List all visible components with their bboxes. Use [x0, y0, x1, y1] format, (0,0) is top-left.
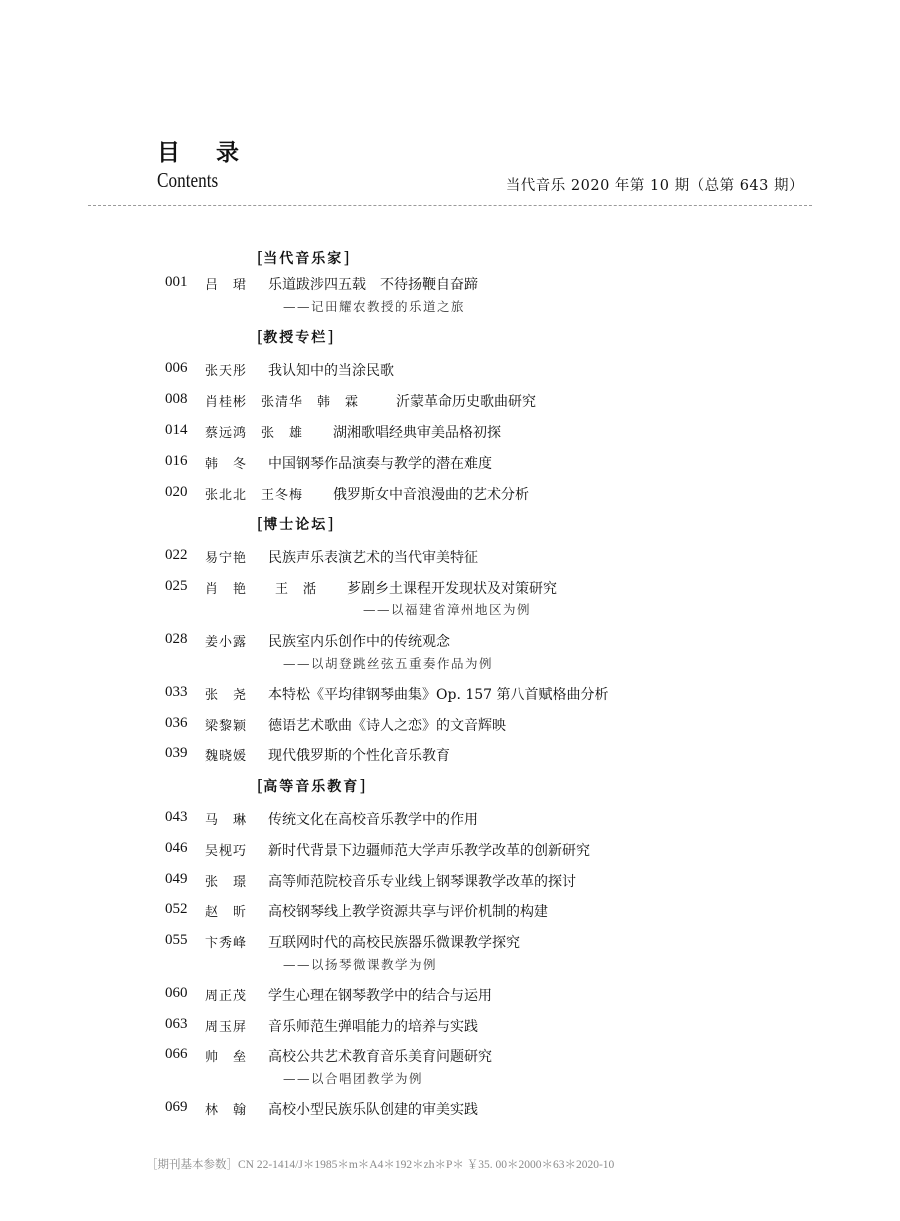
page-number: 063 [165, 1016, 188, 1032]
author: 张天彤 [205, 364, 248, 379]
section-heading: [当代音乐家] [257, 248, 350, 267]
page-number: 049 [165, 871, 188, 887]
journal-parameters: ［期刊基本参数］CN 22-1414/J＊1985＊m＊A4＊192＊zh＊P＊ ￥35. 00＊2000＊63＊2020-10 [146, 1159, 615, 1171]
article-title: 民族室内乐创作中的传统观念 [268, 634, 450, 650]
article-title: 俄罗斯女中音浪漫曲的艺术分析 [333, 487, 529, 503]
page-number: 006 [165, 360, 188, 376]
article-title: 本特松《平均律钢琴曲集》Op. 157 第八首赋格曲分析 [268, 687, 609, 703]
article-subtitle: ——以福建省漳州地区为例 [363, 602, 532, 617]
author: 梁黎颖 [205, 719, 248, 734]
article-title: 音乐师范生弹唱能力的培养与实践 [268, 1019, 478, 1035]
issue-info: 当代音乐 2020 年第 10 期（总第 643 期） [505, 178, 804, 194]
article-title: 芗剧乡土课程开发现状及对策研究 [347, 581, 557, 597]
author: 帅 垒 [205, 1050, 248, 1065]
page-number: 008 [165, 391, 188, 407]
page-subtitle: Contents [157, 168, 219, 192]
page-number: 055 [165, 932, 188, 948]
page-number: 014 [165, 422, 188, 438]
author: 张 尧 [205, 688, 248, 703]
header-divider [88, 205, 812, 206]
section-heading: [高等音乐教育] [257, 776, 366, 795]
article-subtitle: ——以胡登跳丝弦五重奏作品为例 [283, 656, 494, 671]
page-number: 066 [165, 1046, 188, 1062]
author: 张 璟 [205, 875, 248, 890]
author: 易宁艳 [205, 551, 248, 566]
author: 周玉屏 [205, 1020, 248, 1035]
article-title: 现代俄罗斯的个性化音乐教育 [268, 748, 450, 764]
author: 吴枧巧 [205, 844, 248, 859]
page-number: 060 [165, 985, 188, 1001]
article-title: 湖湘歌唱经典审美品格初探 [333, 425, 501, 441]
page-number: 036 [165, 715, 188, 731]
page-title: 目 录 [157, 140, 254, 166]
page-number: 046 [165, 840, 188, 856]
article-title: 德语艺术歌曲《诗人之恋》的文音辉映 [268, 718, 506, 734]
author: 周正茂 [205, 989, 248, 1004]
article-title: 民族声乐表演艺术的当代审美特征 [268, 550, 478, 566]
page-number: 052 [165, 901, 188, 917]
page-number: 025 [165, 578, 188, 594]
author: 林 翰 [205, 1103, 248, 1118]
author: 蔡远鸿 张 雄 [205, 426, 304, 441]
author: 吕 珺 [205, 278, 248, 293]
page-number: 039 [165, 745, 188, 761]
section-heading: [博士论坛] [257, 514, 334, 533]
page-number: 016 [165, 453, 188, 469]
author: 张北北 王冬梅 [205, 488, 304, 503]
article-subtitle: ——以扬琴微课教学为例 [283, 957, 438, 972]
article-title: 传统文化在高校音乐教学中的作用 [268, 812, 478, 828]
article-title: 新时代背景下边疆师范大学声乐教学改革的创新研究 [268, 843, 590, 859]
article-title: 高校钢琴线上教学资源共享与评价机制的构建 [268, 904, 548, 920]
article-subtitle: ——记田耀农教授的乐道之旅 [283, 299, 466, 314]
article-title: 沂蒙革命历史歌曲研究 [396, 394, 536, 410]
page-number: 069 [165, 1099, 188, 1115]
author: 肖 艳 王 湉 [205, 582, 318, 597]
article-title: 互联网时代的高校民族器乐微课教学探究 [268, 935, 520, 951]
author: 韩 冬 [205, 457, 248, 472]
page-number: 033 [165, 684, 188, 700]
page-number: 020 [165, 484, 188, 500]
author: 魏晓媛 [205, 749, 248, 764]
article-title: 学生心理在钢琴教学中的结合与运用 [268, 988, 492, 1004]
article-title: 高校公共艺术教育音乐美育问题研究 [268, 1049, 492, 1065]
page-number: 028 [165, 631, 188, 647]
section-heading: [教授专栏] [257, 327, 334, 346]
article-title: 高校小型民族乐队创建的审美实践 [268, 1102, 478, 1118]
author: 姜小露 [205, 635, 248, 650]
page-number: 022 [165, 547, 188, 563]
author: 肖桂彬 张清华 韩 霖 [205, 395, 360, 410]
author: 卞秀峰 [205, 936, 248, 951]
author: 马 琳 [205, 813, 248, 828]
article-subtitle: ——以合唱团教学为例 [283, 1071, 424, 1086]
article-title: 高等师范院校音乐专业线上钢琴课教学改革的探讨 [268, 874, 576, 890]
page-number: 043 [165, 809, 188, 825]
article-title: 乐道跋涉四五载 不待扬鞭自奋蹄 [268, 277, 478, 293]
article-title: 中国钢琴作品演奏与教学的潜在难度 [268, 456, 492, 472]
page-number: 001 [165, 274, 188, 290]
article-title: 我认知中的当涂民歌 [268, 363, 394, 379]
author: 赵 昕 [205, 905, 248, 920]
